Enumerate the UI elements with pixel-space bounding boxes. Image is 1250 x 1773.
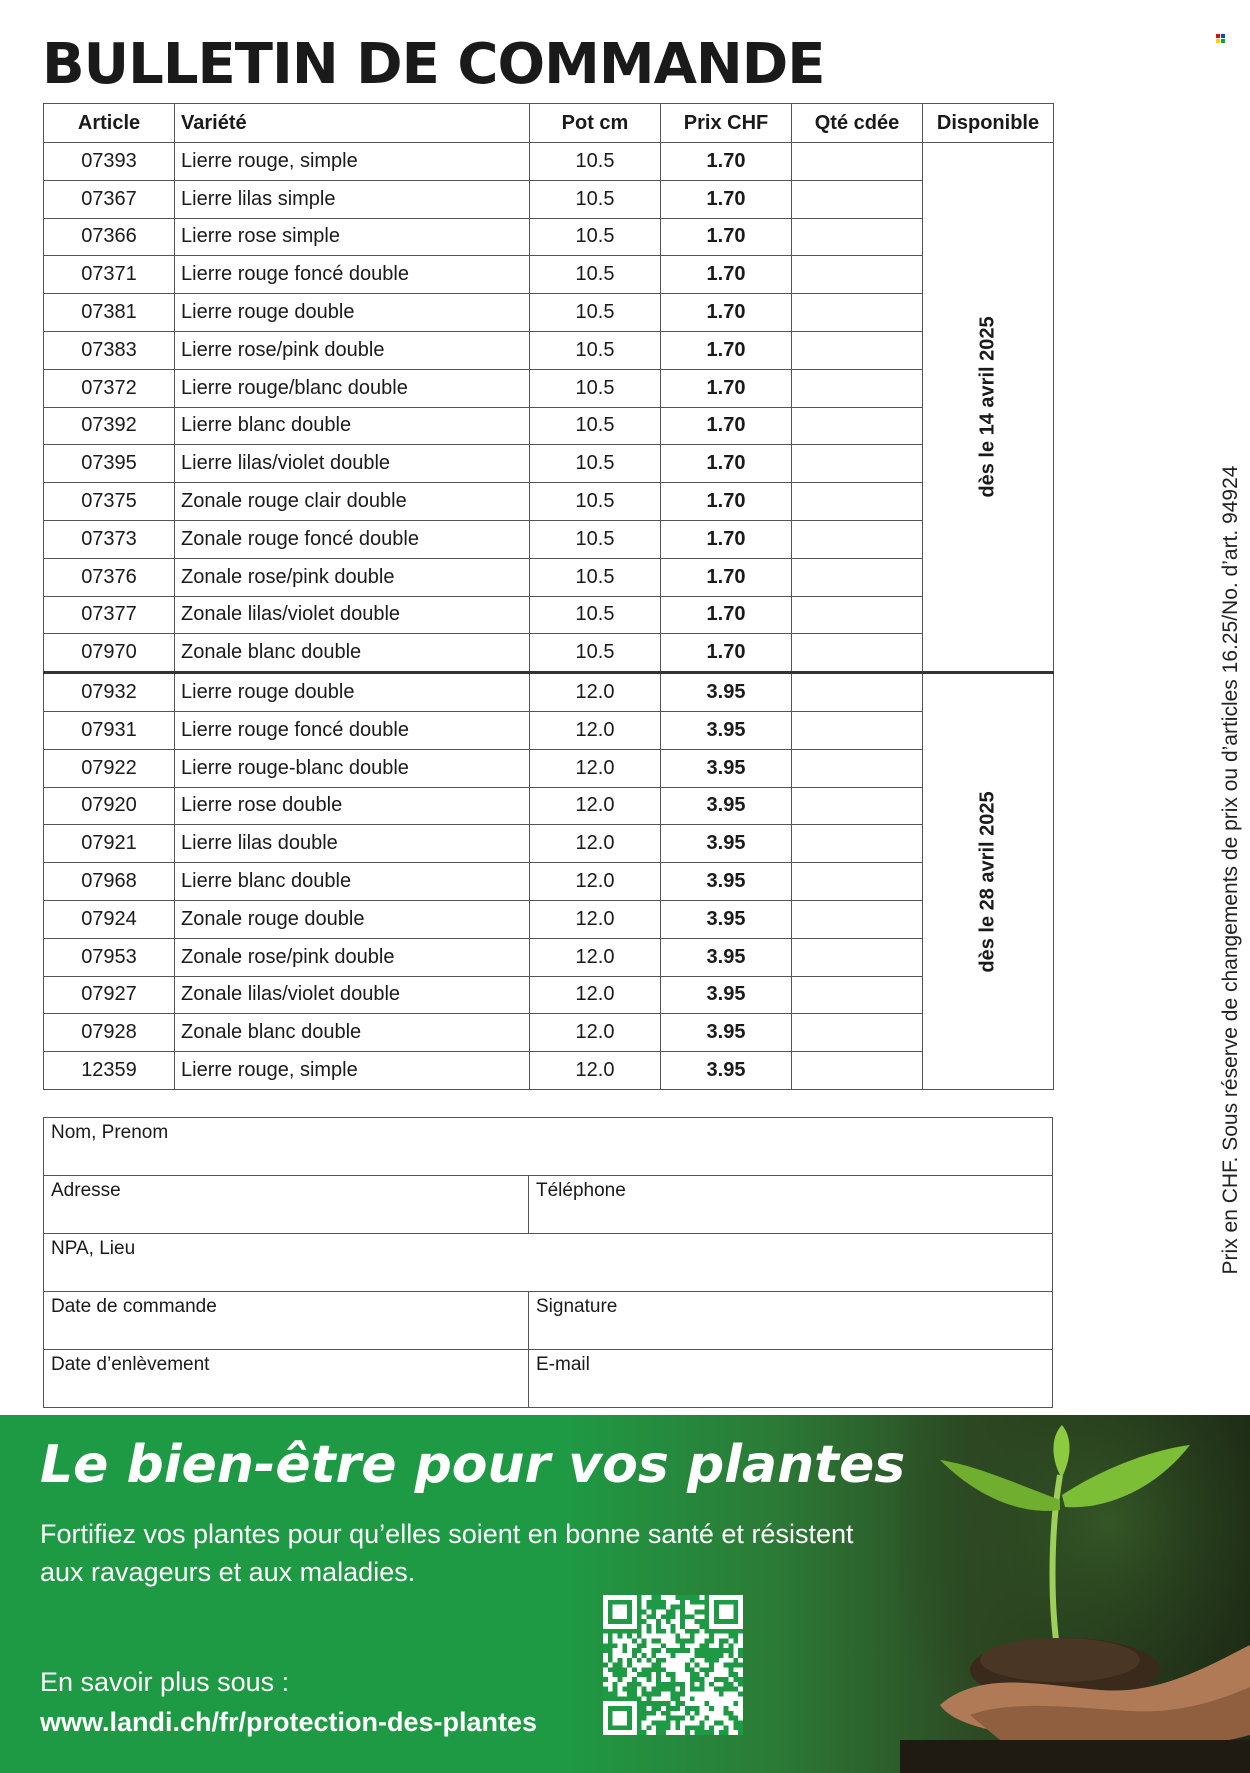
pot-cell: 10.5: [530, 483, 661, 521]
article-cell: 07393: [44, 143, 175, 181]
pot-cell: 10.5: [530, 596, 661, 634]
pot-cell: 10.5: [530, 520, 661, 558]
pot-cell: 12.0: [530, 1014, 661, 1052]
quantity-input-cell[interactable]: [792, 218, 923, 256]
npa-field[interactable]: [44, 1234, 1053, 1292]
price-cell: 3.95: [661, 673, 792, 712]
article-cell: 07376: [44, 558, 175, 596]
article-cell: 07968: [44, 863, 175, 901]
quantity-input-cell[interactable]: [792, 938, 923, 976]
signature-field[interactable]: [529, 1292, 1053, 1350]
email-label: E-mail: [536, 1354, 590, 1375]
article-cell: 07953: [44, 938, 175, 976]
pot-cell: 10.5: [530, 294, 661, 332]
price-cell: 3.95: [661, 749, 792, 787]
quantity-input-cell[interactable]: [792, 711, 923, 749]
price-cell: 1.70: [661, 634, 792, 673]
order-table: [43, 103, 1054, 1090]
price-cell: 1.70: [661, 331, 792, 369]
table-row: [44, 483, 1054, 521]
promo-banner: [0, 1415, 1250, 1773]
table-row: [44, 976, 1054, 1014]
signature-label: Signature: [536, 1296, 618, 1317]
price-cell: 1.70: [661, 407, 792, 445]
availability-label: dès le 28 avril 2025: [976, 790, 999, 973]
variety-cell: Zonale blanc double: [175, 1014, 530, 1052]
article-cell: 12359: [44, 1052, 175, 1090]
banner-subtitle: Fortifiez vos plantes pour qu’elles soient en bonne santé et résistent aux ravageurs et aux maladies.: [40, 1519, 854, 1587]
article-cell: 07377: [44, 596, 175, 634]
pot-cell: 12.0: [530, 825, 661, 863]
npa-label: NPA, Lieu: [51, 1238, 136, 1259]
header-variety: Variété: [175, 104, 530, 143]
article-cell: 07375: [44, 483, 175, 521]
variety-cell: Zonale rose/pink double: [175, 938, 530, 976]
article-cell: 07383: [44, 331, 175, 369]
order-date-field[interactable]: [44, 1292, 529, 1350]
quantity-input-cell[interactable]: [792, 825, 923, 863]
availability-cell: [923, 143, 1054, 673]
article-cell: 07970: [44, 634, 175, 673]
article-cell: 07366: [44, 218, 175, 256]
variety-cell: Zonale rose/pink double: [175, 558, 530, 596]
table-row: [44, 520, 1054, 558]
table-row: [44, 825, 1054, 863]
table-row: [44, 218, 1054, 256]
header-available: Disponible: [923, 104, 1054, 143]
banner-more-label: En savoir plus sous :: [40, 1667, 290, 1697]
pot-cell: 12.0: [530, 673, 661, 712]
variety-cell: Lierre rouge, simple: [175, 1052, 530, 1090]
pot-cell: 12.0: [530, 1052, 661, 1090]
pot-cell: 12.0: [530, 938, 661, 976]
quantity-input-cell[interactable]: [792, 1014, 923, 1052]
quantity-input-cell[interactable]: [792, 180, 923, 218]
variety-cell: Zonale rouge foncé double: [175, 520, 530, 558]
variety-cell: Lierre rouge double: [175, 294, 530, 332]
article-cell: 07922: [44, 749, 175, 787]
pot-cell: 12.0: [530, 863, 661, 901]
price-cell: 1.70: [661, 256, 792, 294]
header-price: Prix CHF: [661, 104, 792, 143]
header-article: Article: [44, 104, 175, 143]
quantity-input-cell[interactable]: [792, 520, 923, 558]
article-cell: 07392: [44, 407, 175, 445]
price-cell: 1.70: [661, 369, 792, 407]
article-cell: 07931: [44, 711, 175, 749]
table-row: [44, 787, 1054, 825]
article-cell: 07381: [44, 294, 175, 332]
quantity-input-cell[interactable]: [792, 749, 923, 787]
quantity-input-cell[interactable]: [792, 863, 923, 901]
availability-label: dès le 14 avril 2025: [976, 316, 999, 498]
variety-cell: Zonale lilas/violet double: [175, 596, 530, 634]
variety-cell: Lierre rose double: [175, 787, 530, 825]
quantity-input-cell[interactable]: [792, 900, 923, 938]
table-row: [44, 558, 1054, 596]
article-cell: 07371: [44, 256, 175, 294]
table-row: [44, 900, 1054, 938]
article-cell: 07367: [44, 180, 175, 218]
quantity-input-cell[interactable]: [792, 634, 923, 673]
quantity-input-cell[interactable]: [792, 976, 923, 1014]
article-cell: 07932: [44, 673, 175, 712]
article-cell: 07927: [44, 976, 175, 1014]
variety-cell: Lierre rouge/blanc double: [175, 369, 530, 407]
pot-cell: 10.5: [530, 143, 661, 181]
pickup-date-label: Date d’enlèvement: [51, 1354, 210, 1375]
page-title: BULLETIN DE COMMANDE: [42, 32, 825, 97]
table-row: [44, 445, 1054, 483]
price-cell: 3.95: [661, 976, 792, 1014]
quantity-input-cell[interactable]: [792, 143, 923, 181]
price-cell: 3.95: [661, 825, 792, 863]
price-cell: 3.95: [661, 863, 792, 901]
pot-cell: 12.0: [530, 787, 661, 825]
article-cell: 07920: [44, 787, 175, 825]
table-row: [44, 938, 1054, 976]
variety-cell: Lierre rouge-blanc double: [175, 749, 530, 787]
qr-code-icon[interactable]: [603, 1595, 743, 1735]
pot-cell: 10.5: [530, 331, 661, 369]
table-row: [44, 634, 1054, 673]
quantity-input-cell[interactable]: [792, 673, 923, 712]
price-cell: 3.95: [661, 1052, 792, 1090]
pot-cell: 10.5: [530, 407, 661, 445]
table-row: [44, 711, 1054, 749]
table-row: [44, 294, 1054, 332]
pot-cell: 10.5: [530, 634, 661, 673]
pot-cell: 10.5: [530, 558, 661, 596]
order-date-label: Date de commande: [51, 1296, 217, 1317]
table-header-row: [44, 104, 1054, 143]
quantity-input-cell[interactable]: [792, 294, 923, 332]
quantity-input-cell[interactable]: [792, 483, 923, 521]
price-cell: 1.70: [661, 294, 792, 332]
variety-cell: Lierre rose/pink double: [175, 331, 530, 369]
quantity-input-cell[interactable]: [792, 331, 923, 369]
table-row: [44, 1014, 1054, 1052]
header-qty: Qté cdée: [792, 104, 923, 143]
variety-cell: Zonale rouge double: [175, 900, 530, 938]
table-row: [44, 673, 1054, 712]
email-field[interactable]: [529, 1350, 1053, 1408]
table-row: [44, 331, 1054, 369]
price-cell: 3.95: [661, 711, 792, 749]
quantity-input-cell[interactable]: [792, 369, 923, 407]
price-cell: 1.70: [661, 218, 792, 256]
pot-cell: 12.0: [530, 976, 661, 1014]
pickup-date-field[interactable]: [44, 1350, 529, 1408]
quantity-input-cell[interactable]: [792, 445, 923, 483]
variety-cell: Lierre blanc double: [175, 863, 530, 901]
phone-label: Téléphone: [536, 1180, 626, 1201]
price-cell: 3.95: [661, 787, 792, 825]
banner-title: Le bien-être pour vos plantes: [40, 1435, 906, 1495]
quantity-input-cell[interactable]: [792, 558, 923, 596]
seedling-in-hands-image: [900, 1415, 1250, 1773]
name-field[interactable]: [44, 1118, 1053, 1176]
price-cell: 1.70: [661, 558, 792, 596]
article-cell: 07921: [44, 825, 175, 863]
table-row: [44, 749, 1054, 787]
table-row: [44, 596, 1054, 634]
quantity-input-cell[interactable]: [792, 256, 923, 294]
banner-url-link[interactable]: www.landi.ch/fr/protection-des-plantes: [40, 1707, 538, 1737]
side-note: Prix en CHF. Sous réserve de changements de prix ou d’articles 16.25/No. d’art. 94924: [1219, 465, 1242, 1275]
variety-cell: Lierre rouge double: [175, 673, 530, 712]
pot-cell: 10.5: [530, 218, 661, 256]
price-cell: 1.70: [661, 180, 792, 218]
phone-field[interactable]: [529, 1176, 1053, 1234]
address-label: Adresse: [51, 1180, 121, 1201]
table-row: [44, 143, 1054, 181]
article-cell: 07372: [44, 369, 175, 407]
header-pot: Pot cm: [530, 104, 661, 143]
variety-cell: Zonale rouge clair double: [175, 483, 530, 521]
variety-cell: Lierre rose simple: [175, 218, 530, 256]
pot-cell: 12.0: [530, 749, 661, 787]
price-cell: 3.95: [661, 1014, 792, 1052]
article-cell: 07373: [44, 520, 175, 558]
brand-dots-icon: [1216, 34, 1226, 44]
address-field[interactable]: [44, 1176, 529, 1234]
customer-form: [43, 1117, 1053, 1408]
quantity-input-cell[interactable]: [792, 1052, 923, 1090]
pot-cell: 10.5: [530, 180, 661, 218]
price-cell: 3.95: [661, 938, 792, 976]
availability-cell: [923, 673, 1054, 1090]
pot-cell: 12.0: [530, 711, 661, 749]
quantity-input-cell[interactable]: [792, 407, 923, 445]
variety-cell: Zonale lilas/violet double: [175, 976, 530, 1014]
article-cell: 07395: [44, 445, 175, 483]
variety-cell: Lierre lilas double: [175, 825, 530, 863]
pot-cell: 12.0: [530, 900, 661, 938]
variety-cell: Zonale blanc double: [175, 634, 530, 673]
variety-cell: Lierre blanc double: [175, 407, 530, 445]
table-row: [44, 369, 1054, 407]
article-cell: 07928: [44, 1014, 175, 1052]
pot-cell: 10.5: [530, 256, 661, 294]
price-cell: 1.70: [661, 445, 792, 483]
table-row: [44, 180, 1054, 218]
price-cell: 1.70: [661, 143, 792, 181]
variety-cell: Lierre lilas simple: [175, 180, 530, 218]
price-cell: 3.95: [661, 900, 792, 938]
table-row: [44, 407, 1054, 445]
table-row: [44, 256, 1054, 294]
variety-cell: Lierre lilas/violet double: [175, 445, 530, 483]
name-label: Nom, Prenom: [51, 1122, 169, 1143]
quantity-input-cell[interactable]: [792, 596, 923, 634]
article-cell: 07924: [44, 900, 175, 938]
variety-cell: Lierre rouge, simple: [175, 143, 530, 181]
price-cell: 1.70: [661, 483, 792, 521]
variety-cell: Lierre rouge foncé double: [175, 711, 530, 749]
price-cell: 1.70: [661, 596, 792, 634]
quantity-input-cell[interactable]: [792, 787, 923, 825]
variety-cell: Lierre rouge foncé double: [175, 256, 530, 294]
table-row: [44, 863, 1054, 901]
table-row: [44, 1052, 1054, 1090]
price-cell: 1.70: [661, 520, 792, 558]
pot-cell: 10.5: [530, 445, 661, 483]
pot-cell: 10.5: [530, 369, 661, 407]
